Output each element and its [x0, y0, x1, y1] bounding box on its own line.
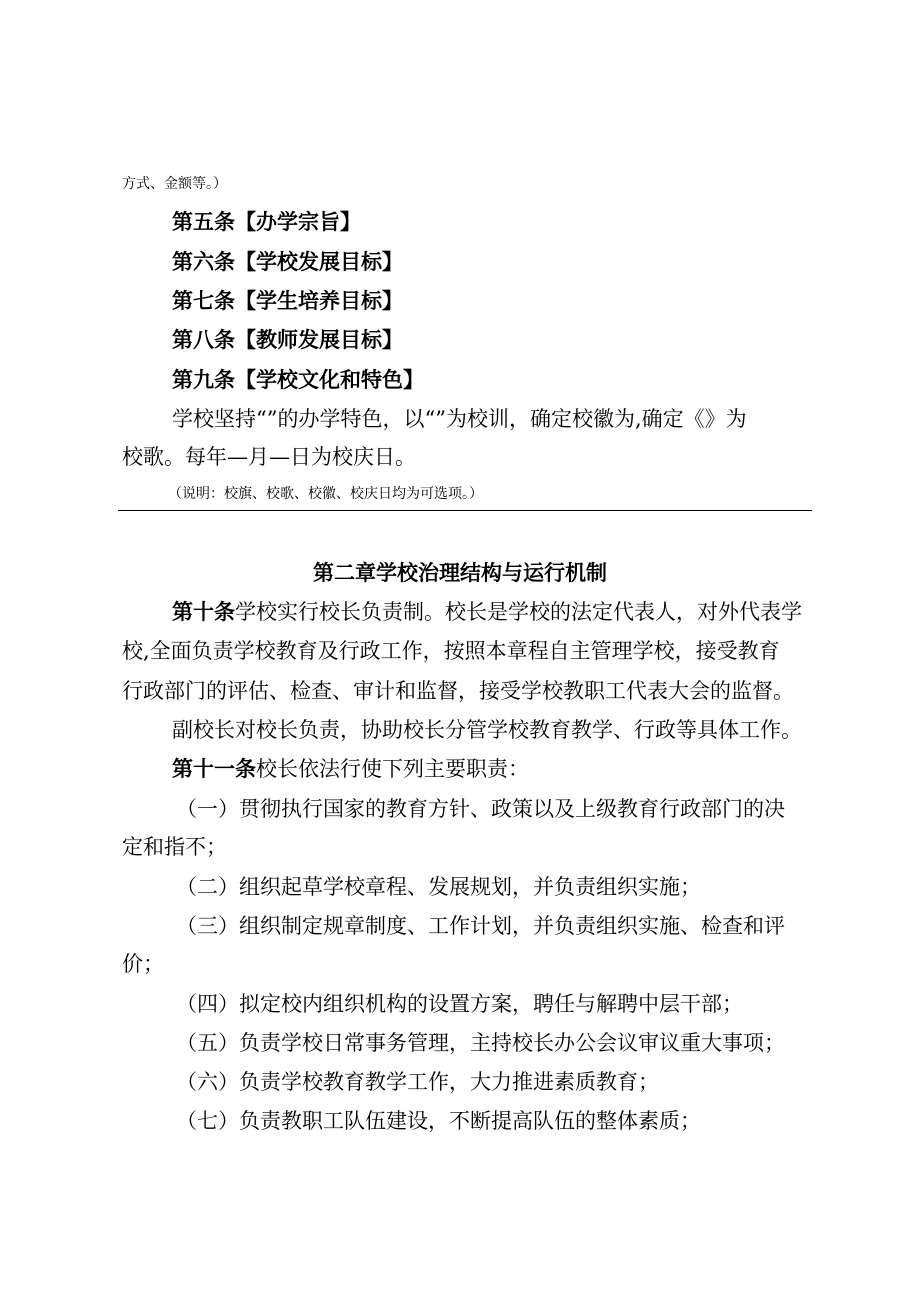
article-10-paragraph-2: 副校长对校长负责，协助校长分管学校教育教学、行政等具体工作。: [172, 718, 802, 742]
article-6-heading: 第六条【学校发展目标】: [172, 249, 403, 274]
article-10-label: 第十条: [172, 599, 235, 624]
article-8-heading: 第八条【教师发展目标】: [172, 327, 403, 352]
list-item-7: （七）负责教职工队伍建设，不断提高队伍的整体素质；: [176, 1109, 701, 1133]
article-9-note: （说明：校旗、校歌、校徽、校庆日均为可选项。）: [168, 486, 483, 502]
article-10-line-1: [172, 598, 802, 626]
article-10-line-2: 校,全面负责学校教育及行政工作，按照本章程自主管理学校，接受教育: [122, 639, 780, 663]
article-9-text-line-1: 学校坚持“”的办学特色，以“”为校训，确定校徽为,确定《》为: [172, 407, 747, 431]
article-7-heading: 第七条【学生培养目标】: [172, 288, 403, 313]
article-10-line-3: 行政部门的评估、检查、审计和监督，接受学校教职工代表大会的监督。: [122, 679, 794, 703]
list-item-4: （四）拟定校内组织机构的设置方案，聘任与解聘中层干部；: [176, 992, 743, 1016]
article-5-heading: 第五条【办学宗旨】: [172, 209, 361, 234]
article-11-label: 第十一条: [172, 756, 256, 781]
article-9-text-line-2: 校歌。每年—月—日为校庆日。: [122, 445, 416, 469]
section-divider: [118, 510, 812, 511]
fragment-note: 方式、金额等。）: [122, 176, 227, 192]
article-10-line-1-text: 学校实行校长负责制。校长是学校的法定代表人，对外代表学: [235, 600, 802, 624]
chapter-2-title: 第二章学校治理结构与运行机制: [313, 560, 607, 585]
list-item-2: （二）组织起草学校章程、发展规划，并负责组织实施；: [176, 875, 701, 899]
list-item-3-line-2: 价；: [122, 952, 164, 976]
list-item-5: （五）负责学校日常事务管理，主持校长办公会议审议重大事项；: [176, 1031, 785, 1055]
list-item-6: （六）负责学校教育教学工作，大力推进素质教育；: [176, 1070, 659, 1094]
list-item-1-line-1: （一）贯彻执行国家的教育方针、政策以及上级教育行政部门的决: [176, 797, 785, 821]
article-9-heading: 第九条【学校文化和特色】: [172, 367, 424, 392]
article-11-line: [172, 755, 529, 783]
article-11-text: 校长依法行使下列主要职责：: [256, 757, 529, 781]
list-item-1-line-2: 定和指不；: [122, 835, 227, 859]
list-item-3-line-1: （三）组织制定规章制度、工作计划，并负责组织实施、检查和评: [176, 914, 785, 938]
